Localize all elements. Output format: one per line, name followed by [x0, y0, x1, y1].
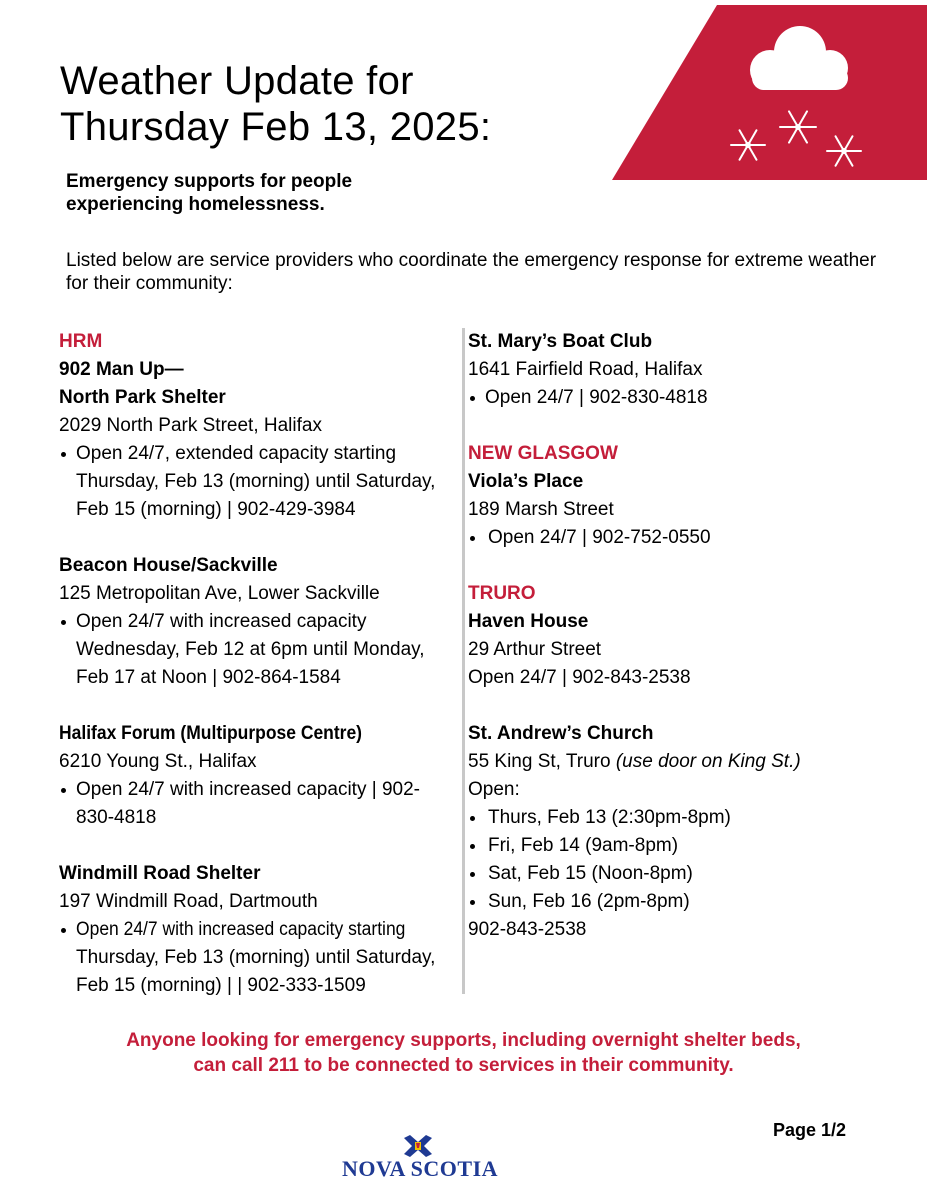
title-line: Thursday Feb 13, 2025: — [60, 105, 492, 149]
saltire-flag-icon — [340, 1134, 500, 1158]
provider-hours: Open 24/7 | 902-843-2538 — [468, 667, 691, 688]
provider-details — [59, 916, 457, 1000]
provider-name: North Park Shelter — [59, 387, 226, 408]
provider-address: 197 Windmill Road, Dartmouth — [59, 891, 318, 912]
detail-item — [59, 440, 457, 524]
detail-line: Open 24/7 with increased capacity starting — [76, 919, 406, 940]
detail-line: Feb 15 (morning) | 902-429-3984 — [76, 499, 356, 520]
open-day-item: Sat, Feb 15 (Noon-8pm) — [468, 860, 888, 888]
detail-line: Open 24/7 with increased capacity | 902- — [76, 779, 420, 800]
subheading-line: Emergency supports for people — [66, 171, 353, 192]
subheading-line: experiencing homelessness. — [66, 194, 325, 215]
notice-line: can call 211 to be connected to services in their community. — [193, 1055, 734, 1076]
provider-details — [59, 608, 457, 692]
address-note: (use door on King St.) — [615, 751, 801, 772]
subheading — [66, 170, 352, 216]
provider-name: Viola’s Place — [468, 471, 584, 492]
provider-name: Beacon House/Sackville — [59, 555, 278, 576]
detail-line: Open 24/7, extended capacity starting — [76, 443, 397, 464]
provider-address: 6210 Young St., Halifax — [59, 751, 257, 772]
detail-line: Thursday, Feb 13 (morning) until Saturday, — [76, 471, 436, 492]
provider-address: 29 Arthur Street — [468, 639, 602, 660]
region-heading-new-glasgow: NEW GLASGOW — [468, 443, 618, 464]
logo-wordmark: NOVA SCOTIA — [341, 1156, 499, 1181]
detail-line: Open 24/7 with increased capacity — [76, 611, 367, 632]
provider-name: 902 Man Up— — [59, 359, 184, 380]
provider-address: 2029 North Park Street, Halifax — [59, 415, 322, 436]
provider-details — [468, 524, 888, 552]
provider-name: St. Andrew’s Church — [468, 723, 654, 744]
provider-address — [468, 748, 888, 776]
detail-item — [59, 776, 457, 832]
detail-line: Wednesday, Feb 12 at 6pm until Monday, — [76, 639, 425, 660]
detail-line: Thursday, Feb 13 (morning) until Saturday, — [76, 947, 436, 968]
provider-name: St. Mary’s Boat Club — [468, 331, 653, 352]
open-day-item: Fri, Feb 14 (9am-8pm) — [468, 832, 888, 860]
detail-line: Feb 17 at Noon | 902-864-1584 — [76, 667, 341, 688]
provider-address: 125 Metropolitan Ave, Lower Sackville — [59, 583, 380, 604]
provider-name: Haven House — [468, 611, 589, 632]
weather-banner — [612, 0, 927, 180]
open-day-item: Sun, Feb 16 (2pm-8pm) — [468, 888, 888, 916]
open-days-list — [468, 804, 888, 916]
address-text: 55 King St, Truro — [468, 751, 611, 772]
detail-line: 830-4818 — [76, 807, 157, 828]
page-title — [60, 58, 491, 150]
call-211-notice — [40, 1028, 887, 1078]
detail-line: Feb 15 (morning) | | 902-333-1509 — [76, 975, 366, 996]
provider-name: Windmill Road Shelter — [59, 863, 261, 884]
title-line: Weather Update for — [60, 59, 414, 103]
detail-item: Open 24/7 | 902-830-4818 — [468, 384, 888, 412]
region-heading-truro: TRURO — [468, 583, 536, 604]
detail-item: Open 24/7 | 902-752-0550 — [468, 524, 888, 552]
left-column — [59, 328, 457, 1000]
provider-phone: 902-843-2538 — [468, 919, 587, 940]
open-day-item: Thurs, Feb 13 (2:30pm-8pm) — [468, 804, 888, 832]
right-column — [468, 328, 888, 944]
notice-line: Anyone looking for emergency supports, including overnight shelter beds, — [126, 1030, 801, 1051]
detail-item — [59, 608, 457, 692]
page-number: Page 1/2 — [773, 1120, 847, 1140]
provider-address: 189 Marsh Street — [468, 499, 614, 520]
nova-scotia-logo — [340, 1134, 500, 1184]
provider-name: Halifax Forum (Multipurpose Centre) — [59, 723, 363, 744]
detail-item — [59, 916, 457, 1000]
intro-paragraph: Listed below are service providers who coordinate the emergency response for extreme weather for their community: — [66, 250, 877, 294]
provider-details — [59, 440, 457, 524]
region-heading-hrm: HRM — [59, 331, 103, 352]
provider-details — [468, 384, 888, 412]
open-label: Open: — [468, 779, 520, 800]
column-divider — [462, 328, 465, 994]
provider-address: 1641 Fairfield Road, Halifax — [468, 359, 703, 380]
provider-details — [59, 776, 457, 832]
